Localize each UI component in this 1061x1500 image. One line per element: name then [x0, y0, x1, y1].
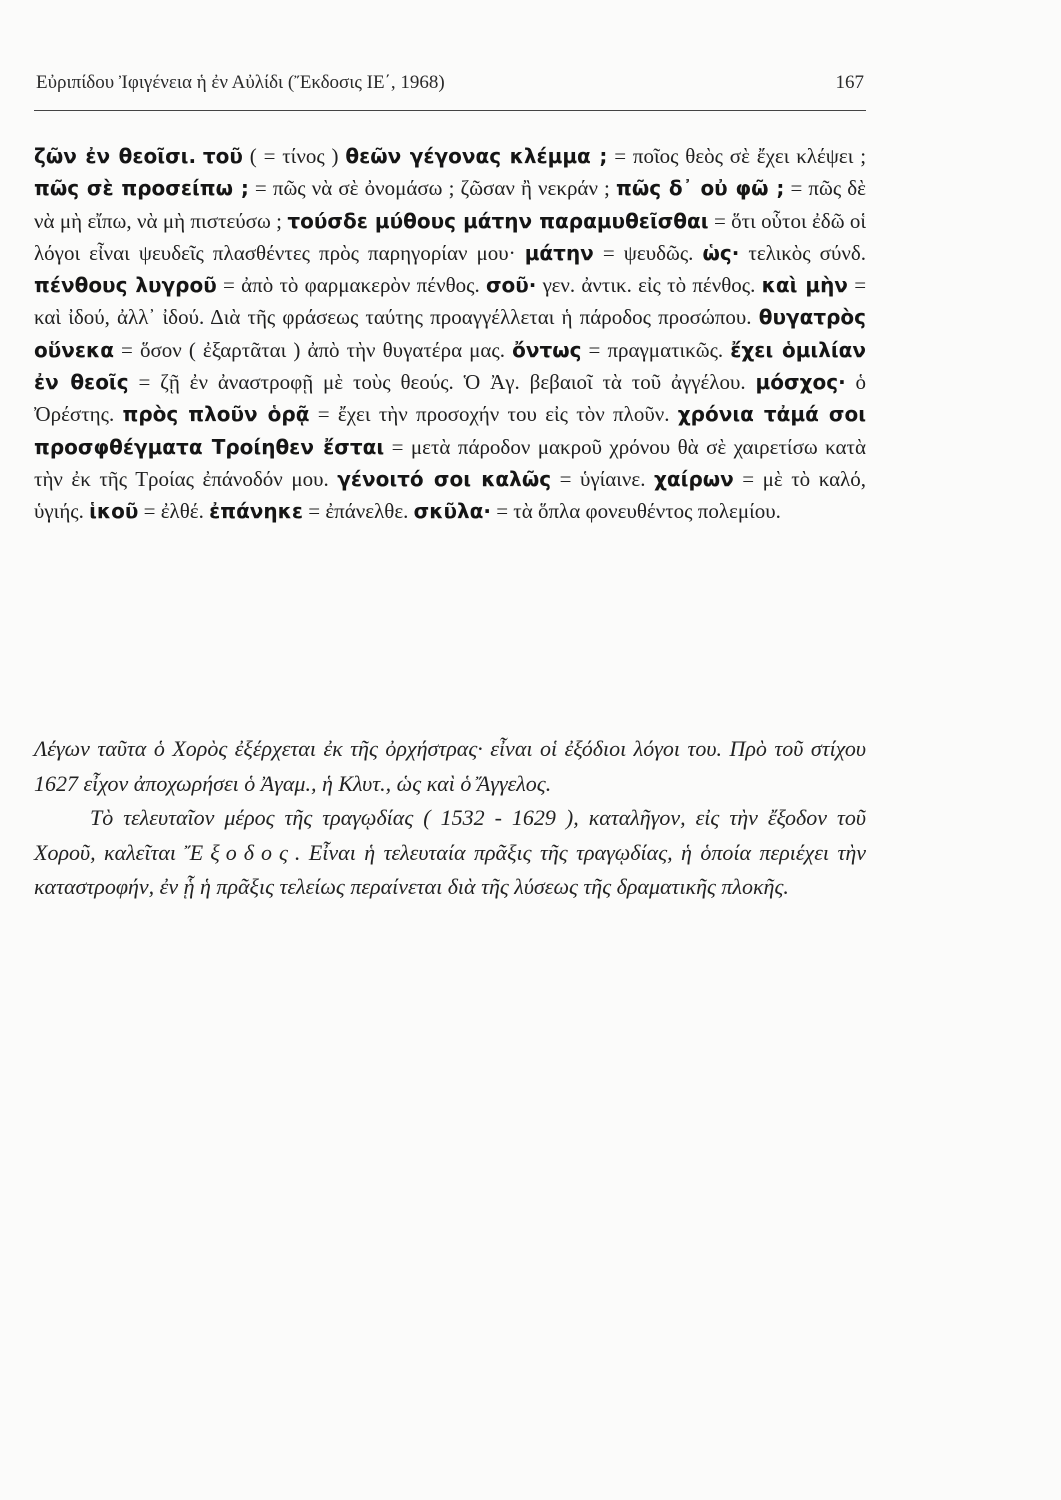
glossary-gloss: τελικὸς σύνδ.: [748, 240, 867, 265]
glossary-gloss: = τὰ ὅπλα φονευθέντος πολεμίου.: [496, 499, 781, 524]
glossary-term: ὄντως: [512, 337, 582, 362]
glossary-term: θυγατρὸς οὕνεκα: [34, 305, 867, 362]
glossary-gloss: = ζῇ ἐν ἀναστροφῇ μὲ τοὺς θεούς. Ὁ Ἀγ. βεβαιοῖ τὰ τοῦ ἀγγέλου.: [138, 370, 746, 395]
glossary-gloss: = ψευδῶς.: [602, 240, 694, 265]
glossary-gloss: ( = τίνος ): [249, 144, 339, 168]
glossary-gloss: = μετὰ πάροδον μακροῦ χρόνου θὰ σὲ χαιρετίσω κατὰ τὴν ἐκ τῆς Τροίας ἐπάνοδόν μου.: [34, 434, 867, 491]
glossary-gloss: = πῶς δὲ νὰ μὴ εἴπω, νὰ μὴ πιστεύσω ;: [34, 176, 866, 233]
header-rule: [34, 110, 866, 111]
running-header: [36, 72, 864, 102]
glossary-gloss: = πραγματικῶς.: [588, 337, 724, 362]
glossary-term: χαίρων: [654, 466, 734, 491]
glossary-term: μόσχος·: [755, 370, 846, 395]
glossary-term: καὶ μὴν: [761, 273, 848, 298]
glossary-gloss: = ὅσον ( ἐξαρτᾶται ) ἀπὸ τὴν θυγατέρα μας.: [121, 337, 505, 362]
page-number: 167: [835, 72, 864, 93]
glossary-gloss: = ἐπάνελθε.: [308, 499, 409, 524]
glossary-term: τούσδε μύθους μάτην παραμυθεῖσθαι: [287, 208, 709, 233]
glossary-term: πένθους λυγροῦ: [34, 273, 217, 298]
glossary-term: τοῦ: [202, 144, 243, 168]
commentary: [34, 732, 866, 905]
glossary-term: ἱκοῦ: [89, 499, 139, 524]
glossary-gloss: ὁ Ὀρέστης.: [34, 370, 867, 427]
glossary-gloss: = ὅτι οὗτοι ἐδῶ οἱ λόγοι εἶναι ψευδεῖς πλασθέντες πρὸς παρηγορίαν μου·: [34, 208, 867, 265]
glossary-gloss: = καὶ ἰδού, ἀλλ᾽ ἰδού. Διὰ τῆς φράσεως ταύτης προαγγέλλεται ἡ πάροδος προσώπου.: [34, 273, 867, 330]
commentary-paragraph: Λέγων ταῦτα ὁ Χορὸς ἐξέρχεται ἐκ τῆς ὀρχήστρας· εἶναι οἱ ἐξόδιοι λόγοι του. Πρὸ τοῦ στίχου 1627 εἶχον ἀποχωρήσει ὁ Ἀγαμ., ἡ Κλυτ., ὡς καὶ ὁ Ἄγγελος.: [34, 736, 866, 796]
glossary-term: θεῶν γέγονας κλέμμα ;: [345, 144, 608, 168]
commentary-paragraph: [34, 801, 866, 905]
glossary-term: ἐπάνηκε: [209, 499, 304, 524]
glossary-term: πῶς δ᾽ οὐ φῶ ;: [616, 176, 785, 201]
glossary-notes: [34, 140, 866, 528]
glossary-term: σκῦλα·: [413, 499, 491, 524]
glossary-term: ὡς·: [702, 240, 740, 265]
glossary-term: σοῦ·: [485, 273, 537, 298]
glossary-gloss: = ἔχει τὴν προσοχήν του εἰς τὸν πλοῦν.: [317, 402, 670, 427]
glossary-gloss: = ποῖος θεὸς σὲ ἔχει κλέψει ;: [614, 144, 867, 168]
glossary-gloss: = μὲ τὸ καλό, ὑγιής.: [34, 466, 867, 524]
commentary-text: Τὸ τελευταῖον μέρος τῆς τραγῳδίας ( 1532 - 1629 ), καταλῆγον, εἰς τὴν ἔξοδον τοῦ Χοροῦ, καλεῖται: [34, 805, 866, 865]
glossary-term: μάτην: [524, 240, 594, 265]
glossary-term: ζῶν ἐν θεοῖσι.: [34, 144, 197, 168]
glossary-gloss: = ἐλθέ.: [143, 499, 204, 524]
exodos-term: Ἔξοδος: [184, 839, 295, 865]
glossary-gloss: γεν. ἀντικ. εἰς τὸ πένθος.: [542, 273, 756, 298]
glossary-term: πῶς σὲ προσείπω ;: [34, 176, 249, 201]
glossary-term: ἔχει ὁμιλίαν ἐν θεοῖς: [34, 337, 867, 395]
glossary-term: γένοιτό σοι καλῶς: [337, 466, 552, 491]
running-title: Εὐριπίδου Ἰφιγένεια ἡ ἐν Αὐλίδι (Ἔκδοσις ΙΕ΄, 1968): [36, 72, 445, 93]
glossary-term: πρὸς πλοῦν ὁρᾷ: [122, 402, 310, 427]
glossary-gloss: = ὑγίαινε.: [559, 466, 646, 491]
glossary-gloss: = ἀπὸ τὸ φαρμακερὸν πένθος.: [223, 273, 480, 298]
commentary-text: . Εἶναι ἡ τελευταία πρᾶξις τῆς τραγῳδίας, ἡ ὁποία περιέχει τὴν καταστροφήν, ἐν ᾗ ἡ πρᾶξις τελείως περαίνεται διὰ τῆς λύσεως τῆς δραματικῆς πλοκῆς.: [34, 839, 867, 899]
glossary-gloss: = πῶς νὰ σὲ ὀνομάσω ; ζῶσαν ἢ νεκράν ;: [254, 176, 610, 201]
glossary-term: χρόνια τἀμά σοι προσφθέγματα Τροίηθεν ἔσται: [34, 402, 867, 459]
